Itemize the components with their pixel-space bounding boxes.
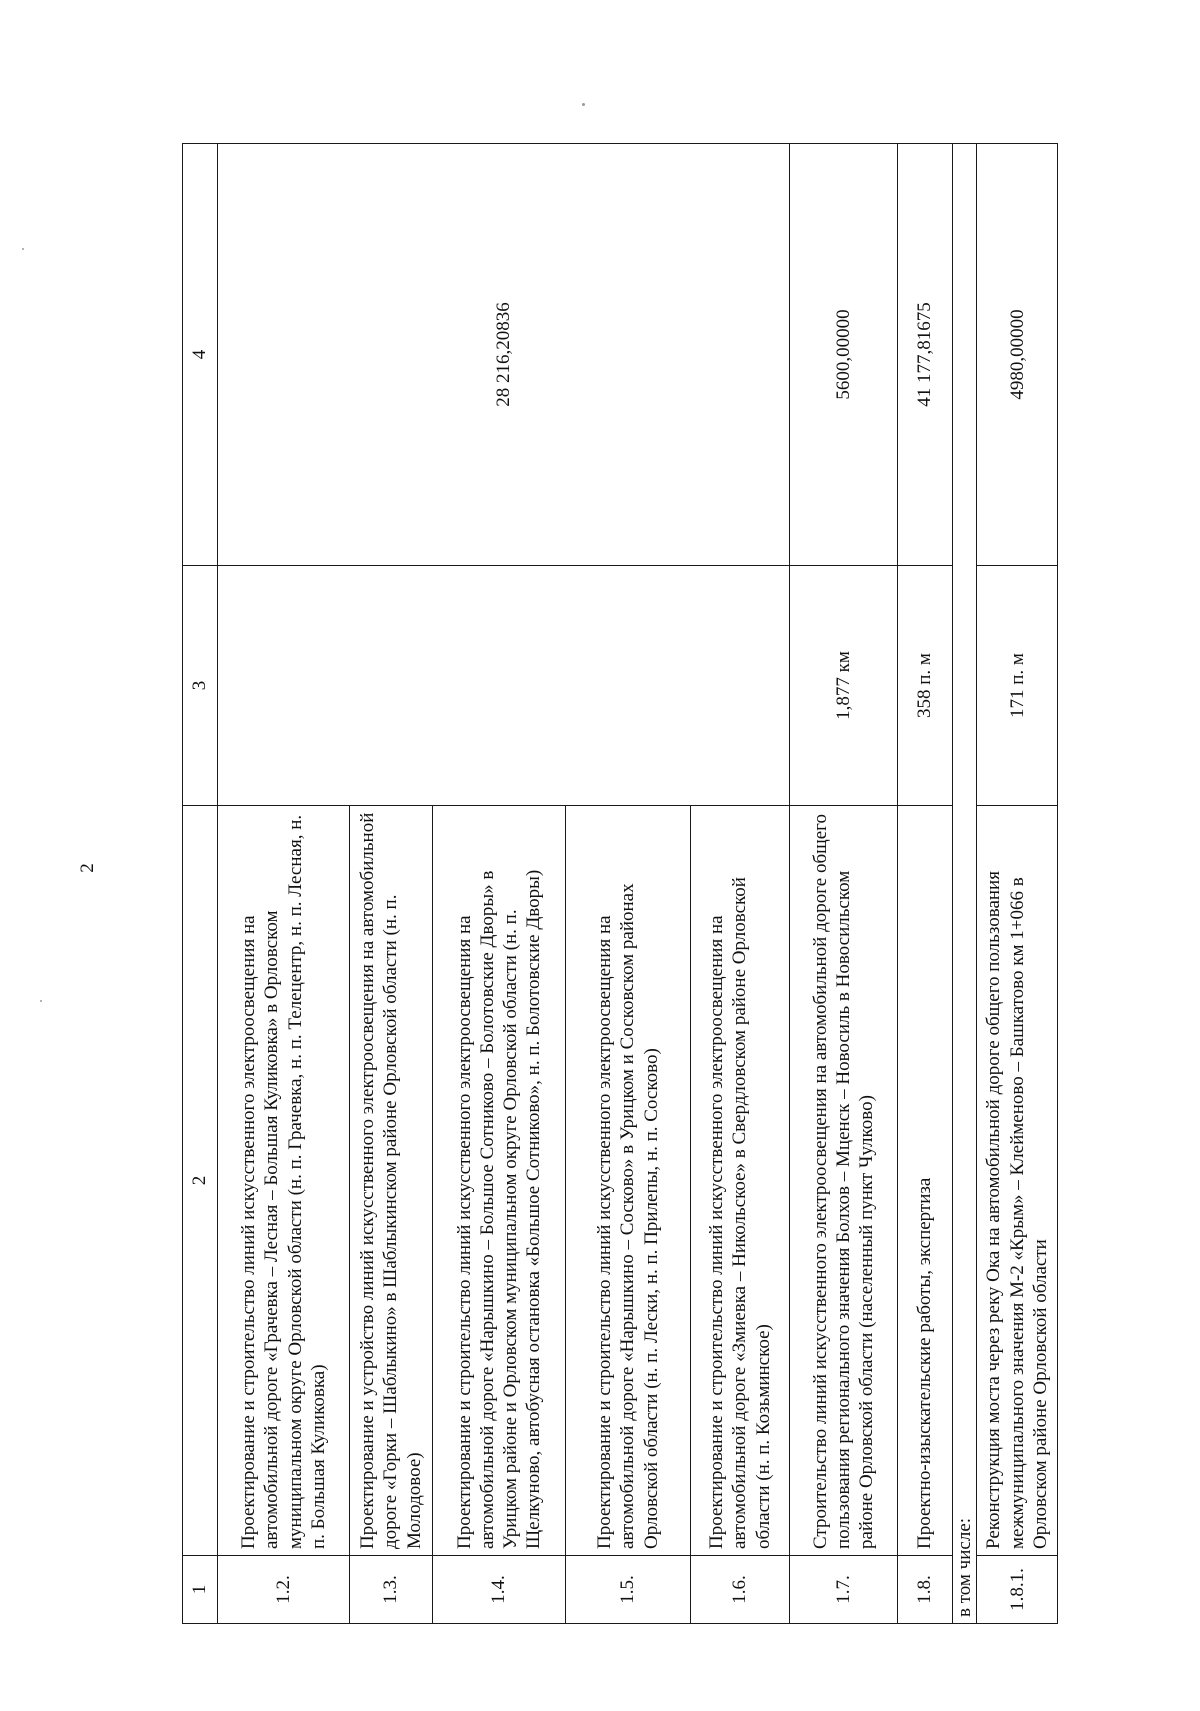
table-row bbox=[218, 144, 350, 1624]
row-description: Проектирование и строительство линий искусственного электроосвещения на автомобильной дороге «Нарышкино – Сосково» в Урицком и Сосковском районах Орловской области (н. п. Лески, н. п. Прилепы, н. п. Сосково) bbox=[566, 806, 691, 1556]
group-sum: 28 216,20836 bbox=[218, 144, 790, 566]
row-number: 1.6. bbox=[691, 1556, 790, 1624]
row-description: Проектирование и строительство линий искусственного электроосвещения на автомобильной дороге «Змиевка – Никольское» в Свердловском районе Орловской области (н. п. Козьминское) bbox=[691, 806, 790, 1556]
row-description: Проектирование и строительство линий искусственного электроосвещения на автомобильной дороге «Нарышкино – Большое Сотниково – Болотовские Дворы» в Урицком районе и Орловском муниципальном округе Орловской области (н. п. Щелкуново, автобусная остановка «Большое Сотниково», н. п. Болотовские Дворы) bbox=[433, 806, 566, 1556]
row-quantity: 171 п. м bbox=[977, 566, 1058, 806]
header-col-2: 2 bbox=[183, 806, 218, 1556]
header-col-3: 3 bbox=[183, 566, 218, 806]
row-description: Проектирование и строительство линий искусственного электроосвещения на автомобильной дороге «Грачевка – Лесная – Большая Куликовка» в Орловском муниципальном округе Орловской области (н. п. Грачевка, н. п. Телецентр, н. п. Лесная, н. п. Большая Куликовка) bbox=[218, 806, 350, 1556]
header-col-1: 1 bbox=[183, 1556, 218, 1624]
row-description: Реконструкция моста через реку Ока на автомобильной дороге общего пользования межмуниципального значения М-2 «Крым» – Клейменово – Башкатово км 1+066 в Орловском районе Орловской области bbox=[977, 806, 1058, 1556]
header-col-4: 4 bbox=[183, 144, 218, 566]
table-row bbox=[977, 144, 1058, 1624]
works-table bbox=[182, 143, 1058, 1624]
row-quantity: 1,877 км bbox=[790, 566, 898, 806]
scan-speck bbox=[40, 1000, 42, 1002]
row-number: 1.2. bbox=[218, 1556, 350, 1624]
row-description: Проектно-изыскательские работы, экспертиза bbox=[898, 806, 953, 1556]
table-row bbox=[898, 144, 953, 1624]
row-description: Строительство линий искусственного электроосвещения на автомобильной дороге общего пользования регионального значения Болхов – Мценск – Новосиль в Новосильском районе Орловской области (населенный пункт Чулково) bbox=[790, 806, 898, 1556]
group-quantity-cell bbox=[218, 566, 790, 806]
row-sum: 4980,00000 bbox=[977, 144, 1058, 566]
row-number: 1.4. bbox=[433, 1556, 566, 1624]
row-number: 1.3. bbox=[350, 1556, 433, 1624]
row-number: 1.8. bbox=[898, 1556, 953, 1624]
scan-speck bbox=[22, 248, 24, 250]
subtotal-label: в том числе: bbox=[953, 144, 977, 1624]
page-number: 2 bbox=[77, 863, 98, 873]
table-header-row bbox=[183, 144, 218, 1624]
row-sum: 41 177,81675 bbox=[898, 144, 953, 566]
row-sum: 5600,00000 bbox=[790, 144, 898, 566]
table-rotation-wrapper bbox=[182, 144, 1100, 1624]
row-number: 1.5. bbox=[566, 1556, 691, 1624]
row-description: Проектирование и устройство линий искусственного электроосвещения на автомобильной дороге «Горки – Шаблыкино» в Шаблыкинском районе Орловской области (н. п. Молодовое) bbox=[350, 806, 433, 1556]
table-row bbox=[790, 144, 898, 1624]
row-number: 1.7. bbox=[790, 1556, 898, 1624]
scan-speck bbox=[582, 103, 585, 106]
row-quantity: 358 п. м bbox=[898, 566, 953, 806]
subtotal-label-row bbox=[953, 144, 977, 1624]
row-number: 1.8.1. bbox=[977, 1556, 1058, 1624]
